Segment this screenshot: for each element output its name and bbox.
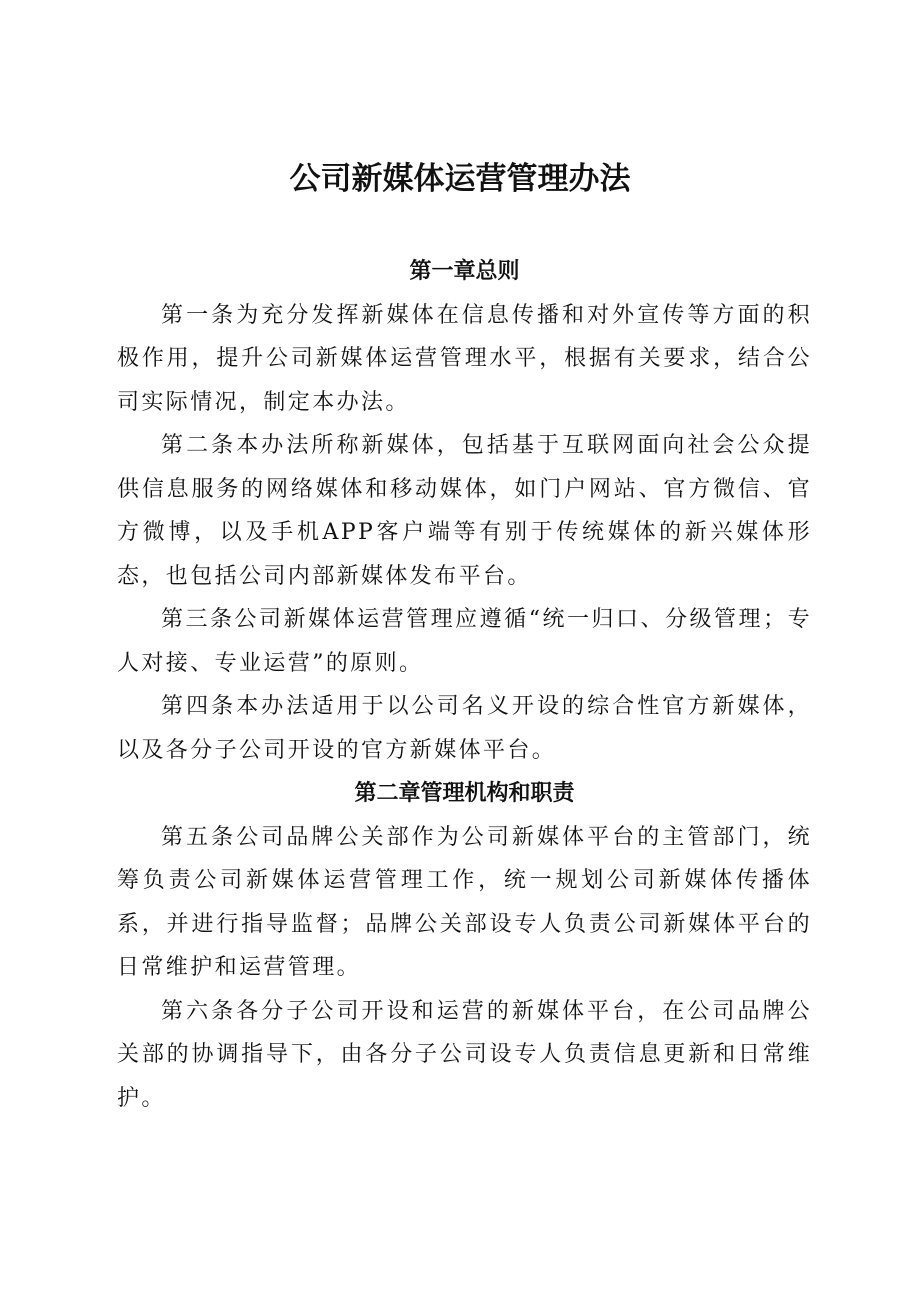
document-body: [117, 250, 812, 1120]
article-3: 第三条公司新媒体运营管理应遵循“统一归口、分级管理；专人对接、专业运营”的原则。: [117, 607, 812, 676]
chapter-2: [117, 772, 812, 1120]
article-5: 第五条公司品牌公关部作为公司新媒体平台的主管部门，统筹负责公司新媒体运营管理工作，统一规划公司新媒体传播体系，并进行指导监督；品牌公关部设专人负责公司新媒体平台的日常维护和运营管理。: [117, 824, 812, 980]
article-6: 第六条各分子公司开设和运营的新媒体平台，在公司品牌公关部的协调指导下，由各分子公司设专人负责信息更新和日常维护。: [117, 998, 812, 1111]
chapter-1: [117, 250, 812, 772]
article-2: 第二条本办法所称新媒体，包括基于互联网面向社会公众提供信息服务的网络媒体和移动媒体，如门户网站、官方微信、官方微博，以及手机APP客户端等有别于传统媒体的新兴媒体形态，也包括公司内部新媒体发布平台。: [117, 433, 812, 589]
article-1: 第一条为充分发挥新媒体在信息传播和对外宣传等方面的积极作用，提升公司新媒体运营管理水平，根据有关要求，结合公司实际情况，制定本办法。: [117, 302, 812, 415]
document-title: 公司新媒体运营管理办法: [289, 161, 631, 197]
chapter-heading: 第二章管理机构和职责: [354, 781, 575, 806]
chapter-heading: 第一章总则: [409, 259, 520, 284]
article-4: 第四条本办法适用于以公司名义开设的综合性官方新媒体，以及各分子公司开设的官方新媒体平台。: [117, 694, 812, 763]
